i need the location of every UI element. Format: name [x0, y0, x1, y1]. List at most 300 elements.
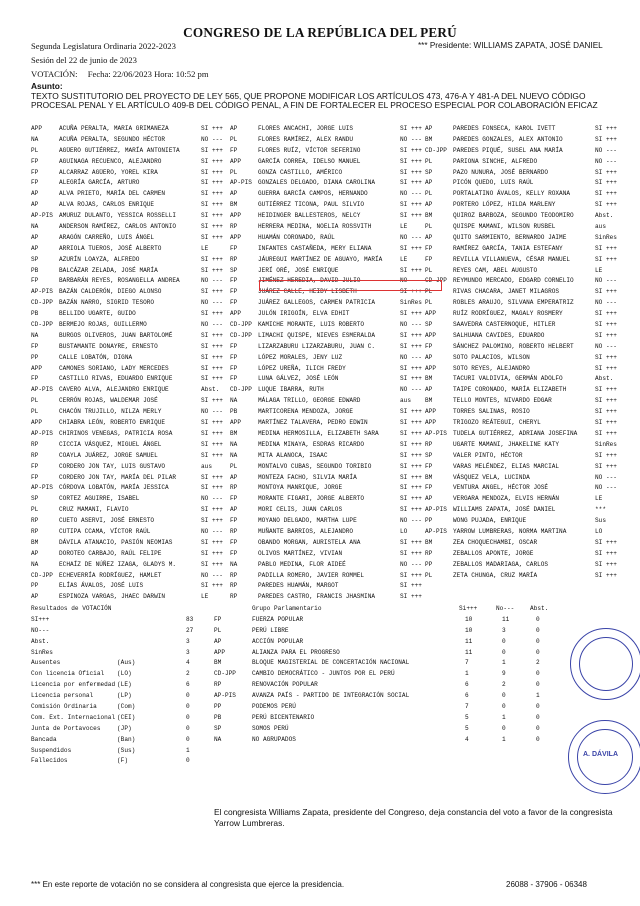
- group-name: CAMBIO DEMOCRÁTICO - JUNTOS POR EL PERÚ: [252, 670, 395, 678]
- vote-cell: [31, 385, 226, 396]
- party-code: PL: [230, 135, 238, 143]
- result-code: (Ban): [117, 735, 136, 743]
- vote-cell: [425, 440, 620, 451]
- vote-cell: [31, 549, 226, 560]
- result-code: (JP): [117, 724, 132, 732]
- party-code: FP: [230, 299, 238, 307]
- party-code: BM: [425, 538, 433, 546]
- result-label: Bancada: [31, 735, 57, 743]
- member-name: CUETO ASERVI, JOSÉ ERNESTO: [59, 517, 155, 525]
- vote-cell: [425, 516, 620, 527]
- member-name: PICÓN QUEDO, LUIS RAÚL: [453, 179, 534, 187]
- vote-value: NO ---: [595, 484, 617, 492]
- vote-value: SI +++: [201, 310, 223, 318]
- vote-value: SI +++: [201, 582, 223, 590]
- party-code: FP: [230, 342, 238, 350]
- vote-cell: [31, 233, 226, 244]
- result-label: Com. Ext. Internacional: [31, 713, 116, 721]
- party-code: APP: [31, 364, 42, 372]
- vote-cell: [425, 189, 620, 200]
- group-name: PERÚ LIBRE: [252, 626, 289, 634]
- party-code: CD-JPP: [230, 321, 252, 329]
- vote-value: SI +++: [201, 538, 223, 546]
- result-code: (LE): [117, 681, 132, 689]
- member-name: CORDERO JON TAY, MARÍA DEL PILAR: [59, 473, 177, 481]
- seal-signature-text: A. DÁVILA: [583, 751, 618, 758]
- vote-value: aus: [201, 462, 212, 470]
- vote-cell: [230, 571, 425, 582]
- vote-cell: [31, 342, 226, 353]
- results-heading: Resultados de VOTACIÓN: [31, 605, 112, 612]
- vote-cell: [31, 255, 226, 266]
- vote-value: SinRes: [595, 440, 617, 448]
- party-code: APP: [230, 310, 241, 318]
- group-name: PODEMOS PERÚ: [252, 703, 296, 711]
- member-name: CHIABRA LEÓN, ROBERTO ENRIQUE: [59, 419, 166, 427]
- group-abst: 0: [536, 724, 540, 732]
- legislatura-label: Segunda Legislatura Ordinaria 2022-2023: [31, 41, 176, 51]
- member-name: GARCÍA CORREA, IDELSO MANUEL: [258, 157, 361, 165]
- vote-cell: [425, 266, 620, 277]
- result-count: 3: [186, 648, 190, 656]
- party-code: AP: [31, 549, 39, 557]
- vote-cell: [31, 560, 226, 571]
- member-name: ZEA CHOQUECHAMBI, OSCAR: [453, 538, 538, 546]
- member-name: MUÑANTE BARRIOS, ALEJANDRO: [258, 527, 354, 535]
- vote-cell: [230, 385, 425, 396]
- vote-value: SI +++: [595, 244, 617, 252]
- vote-value: SI +++: [400, 593, 422, 601]
- vote-cell: [230, 549, 425, 560]
- member-name: REYMUNDO MERCADO, EDGARD CORNELIO: [453, 277, 574, 285]
- party-code: SP: [425, 451, 433, 459]
- vote-value: SI +++: [201, 473, 223, 481]
- vote-value: SI +++: [201, 375, 223, 383]
- party-code: AP: [425, 201, 433, 209]
- group-si: 7: [465, 659, 469, 667]
- vote-cell: [31, 505, 226, 516]
- party-code: PP: [31, 353, 39, 361]
- group-abst: 0: [536, 735, 540, 743]
- party-code: FP: [230, 288, 238, 296]
- vote-cell: [425, 146, 620, 157]
- member-name: BAZÁN NARRO, SIGRID TESORO: [59, 299, 155, 307]
- vote-value: SI +++: [400, 342, 422, 350]
- group-name: PERÚ BICENTENARIO: [252, 713, 315, 721]
- vote-cell: [230, 538, 425, 549]
- member-name: ALVA PRIETO, MARÍA DEL CARMEN: [59, 190, 166, 198]
- vote-cell: [425, 527, 620, 538]
- group-name: NO AGRUPADOS: [252, 735, 296, 743]
- vote-cell: [31, 287, 226, 298]
- vote-cell: [425, 320, 620, 331]
- group-si: 6: [465, 692, 469, 700]
- party-code: CD-JPP: [230, 386, 252, 394]
- vote-value: SI +++: [400, 419, 422, 427]
- vote-value: NO ---: [400, 386, 422, 394]
- vote-cell: [425, 157, 620, 168]
- party-code: BM: [425, 375, 433, 383]
- member-name: HEIDINGER BALLESTEROS, NELCY: [258, 212, 361, 220]
- member-name: JERÍ ORÉ, JOSÉ ENRIQUE: [258, 266, 339, 274]
- vote-value: SI +++: [400, 212, 422, 220]
- votacion-label: VOTACIÓN:: [31, 69, 78, 79]
- party-code: AP: [230, 473, 238, 481]
- asunto-label: Asunto:: [31, 81, 63, 91]
- member-name: MORI CELIS, JUAN CARLOS: [258, 506, 343, 514]
- member-name: BERMEJO ROJAS, GUILLERMO: [59, 321, 147, 329]
- vote-value: SI +++: [595, 408, 617, 416]
- vote-value: SI +++: [400, 582, 422, 590]
- party-code: AP: [31, 593, 39, 601]
- member-name: HERRERA MEDINA, NOELIA ROSSVITH: [258, 223, 372, 231]
- party-code: AP: [230, 190, 238, 198]
- member-name: PARIONA SINCHE, ALFREDO: [453, 157, 538, 165]
- vote-value: SI +++: [201, 125, 223, 132]
- party-code: AP: [31, 201, 39, 209]
- vote-cell: [425, 331, 620, 342]
- member-name: ARAGÓN CARREÑO, LUIS ÁNGEL: [59, 233, 155, 241]
- party-code: AP: [31, 233, 39, 241]
- group-si: 10: [465, 626, 473, 634]
- member-name: QUIROZ BARBOZA, SEGUNDO TEODOMIRO: [453, 212, 574, 220]
- member-name: MEDINA MINAYA, ESDRAS RICARDO: [258, 440, 365, 448]
- member-name: MITA ALANOCA, ISAAC: [258, 451, 328, 459]
- vote-cell: [230, 429, 425, 440]
- result-code: (CEI): [117, 713, 136, 721]
- vote-value: SI +++: [595, 135, 617, 143]
- vote-cell: [230, 473, 425, 484]
- signature-seal-stamp: [568, 720, 640, 794]
- vote-value: LE: [595, 495, 603, 503]
- vote-value: SinRes: [400, 299, 422, 307]
- vote-cell: [31, 124, 226, 135]
- group-si: 6: [465, 681, 469, 689]
- party-code: FP: [230, 549, 238, 557]
- group-si: 1: [465, 670, 469, 678]
- vote-value: SI +++: [400, 168, 422, 176]
- party-code: RP: [230, 582, 238, 590]
- vote-cell: [230, 581, 425, 592]
- vote-value: NO ---: [400, 560, 422, 568]
- member-name: SOTO REYES, ALEJANDRO: [453, 364, 530, 372]
- result-label: Fallecidos: [31, 757, 68, 765]
- vote-cell: [230, 189, 425, 200]
- vote-value: NO ---: [595, 277, 617, 285]
- group-abst: 2: [536, 659, 540, 667]
- vote-value: SI +++: [400, 331, 422, 339]
- member-name: TORRES SALINAS, ROSIO: [453, 408, 530, 416]
- vote-cell: [230, 516, 425, 527]
- vote-cell: [230, 560, 425, 571]
- vote-cell: [230, 483, 425, 494]
- member-name: JIMÉNEZ HEREDIA, DAVID JULIO: [258, 277, 361, 285]
- result-count: 0: [186, 703, 190, 711]
- vote-value: SI +++: [201, 233, 223, 241]
- member-name: PAREDES HUAMÁN, MARGOT: [258, 582, 339, 590]
- party-code: FP: [230, 277, 238, 285]
- vote-cell: [230, 331, 425, 342]
- vote-value: SI +++: [201, 288, 223, 296]
- vote-cell: [425, 135, 620, 146]
- vote-value: SI +++: [201, 179, 223, 187]
- party-code: RP: [425, 549, 433, 557]
- vote-value: SI +++: [201, 364, 223, 372]
- groups-col-si: Si+++: [459, 605, 478, 612]
- vote-cell: [425, 451, 620, 462]
- vote-value: SI +++: [400, 179, 422, 187]
- result-label: Licencia por enfermedad: [31, 681, 116, 689]
- party-code: FP: [425, 255, 433, 263]
- member-name: RAMÍREZ GARCÍA, TANIA ESTEFANY: [453, 244, 563, 252]
- party-code: APP: [425, 331, 436, 339]
- member-name: TUDELA GUTIÉRREZ, ADRIANA JOSEFINA: [453, 429, 578, 437]
- vote-value: SI +++: [201, 255, 223, 263]
- member-name: TRIGOZO REÁTEGUI, CHERYL: [453, 419, 541, 427]
- vote-cell: [31, 407, 226, 418]
- vote-value: NO ---: [201, 408, 223, 416]
- vote-value: SI +++: [201, 506, 223, 514]
- group-name: SOMOS PERÚ: [252, 724, 289, 732]
- party-code: NA: [230, 560, 238, 568]
- member-name: CORDERO JON TAY, LUIS GUSTAVO: [59, 462, 166, 470]
- vote-cell: [425, 549, 620, 560]
- result-code: (Sus): [117, 746, 136, 754]
- member-name: REVILLA VILLANUEVA, CÉSAR MANUEL: [453, 255, 571, 263]
- result-count: 27: [186, 626, 194, 634]
- member-name: ELÍAS ÁVALOS, JOSÉ LUIS: [59, 582, 144, 590]
- vote-value: aus: [400, 397, 411, 405]
- result-count: 0: [186, 757, 190, 765]
- member-name: CRUZ MAMANI, FLAVIO: [59, 506, 129, 514]
- member-name: VERGARA MENDOZA, ELVIS HERNÁN: [453, 495, 560, 503]
- party-code: NA: [230, 451, 238, 459]
- vote-cell: [31, 440, 226, 451]
- party-code: AP-PIS: [425, 527, 447, 535]
- party-code: PL: [425, 157, 433, 165]
- group-code: FP: [214, 615, 222, 623]
- vote-value: SI +++: [400, 408, 422, 416]
- party-code: CD-JPP: [31, 299, 53, 307]
- vote-value: SI +++: [595, 321, 617, 329]
- vote-value: SI +++: [201, 397, 223, 405]
- vote-value: SI +++: [595, 429, 617, 437]
- group-si: 7: [465, 703, 469, 711]
- vote-value: NO ---: [201, 299, 223, 307]
- vote-cell: [31, 298, 226, 309]
- party-code: AP: [230, 506, 238, 514]
- group-code: SP: [214, 724, 222, 732]
- vote-value: SI +++: [595, 179, 617, 187]
- member-name: COAYLA JUÁREZ, JORGE SAMUEL: [59, 451, 158, 459]
- vote-value: NO ---: [595, 473, 617, 481]
- vote-cell: [31, 320, 226, 331]
- result-count: 6: [186, 681, 190, 689]
- member-name: ZETA CHUNGA, CRUZ MARÍA: [453, 571, 538, 579]
- vote-value: SI +++: [595, 397, 617, 405]
- vote-cell: [230, 146, 425, 157]
- vote-value: SI +++: [595, 310, 617, 318]
- member-name: LÓPEZ MORALES, JENY LUZ: [258, 353, 343, 361]
- party-code: NA: [230, 440, 238, 448]
- party-code: AP-PIS: [31, 212, 53, 220]
- member-name: MONTOYA MANRIQUE, JORGE: [258, 484, 343, 492]
- party-code: RP: [31, 440, 39, 448]
- group-code: PL: [214, 626, 222, 634]
- member-name: GUERRA GARCÍA CAMPOS, HERNANDO: [258, 190, 368, 198]
- vote-cell: [230, 505, 425, 516]
- vote-cell: [31, 473, 226, 484]
- party-code: AP: [425, 495, 433, 503]
- group-si: 11: [465, 637, 473, 645]
- member-name: BAZÁN CALDERÓN, DIEGO ALONSO: [59, 288, 162, 296]
- vote-cell: [31, 494, 226, 505]
- group-name: RENOVACIÓN POPULAR: [252, 681, 318, 689]
- result-code: (LO): [117, 670, 132, 678]
- group-code: AP: [214, 637, 222, 645]
- vote-value: SI +++: [201, 419, 223, 427]
- result-label: Ausentes: [31, 659, 61, 667]
- member-name: MEDINA HERMOSILLA, ELIZABETH SARA: [258, 429, 379, 437]
- party-code: SP: [31, 255, 39, 263]
- group-no: 1: [502, 735, 506, 743]
- party-code: RP: [230, 571, 238, 579]
- party-code: RP: [230, 484, 238, 492]
- vote-value: NO ---: [201, 571, 223, 579]
- party-code: NA: [31, 560, 39, 568]
- party-code: PP: [425, 560, 433, 568]
- vote-value: SI +++: [400, 484, 422, 492]
- vote-cell: [425, 124, 620, 135]
- vote-value: NO ---: [400, 277, 422, 285]
- party-code: FP: [31, 277, 39, 285]
- party-code: APP: [31, 419, 42, 427]
- result-count: 83: [186, 615, 194, 623]
- result-count: 4: [186, 659, 190, 667]
- party-code: FP: [230, 244, 238, 252]
- member-name: ACUÑA PERALTA, MARIA GRIMANEZA: [59, 125, 169, 132]
- result-code: (Aus): [117, 659, 136, 667]
- result-count: 1: [186, 746, 190, 754]
- vote-cell: [425, 374, 620, 385]
- vote-value: SinRes: [595, 233, 617, 241]
- party-code: RP: [31, 517, 39, 525]
- vote-value: NO ---: [400, 190, 422, 198]
- member-name: CALLE LOBATÓN, DIGNA: [59, 353, 133, 361]
- member-name: MOYANO DELGADO, MARTHA LUPE: [258, 517, 357, 525]
- vote-cell: [31, 222, 226, 233]
- vote-value: SI +++: [595, 201, 617, 209]
- member-name: LUQUE IBARRA, RUTH: [258, 386, 324, 394]
- party-code: PL: [230, 462, 238, 470]
- group-code: PP: [214, 703, 222, 711]
- member-name: REYES CAM, ABEL AUGUSTO: [453, 266, 538, 274]
- member-name: AGUINAGA RECUENCO, ALEJANDRO: [59, 157, 162, 165]
- member-name: ALVA ROJAS, CARLOS ENRIQUE: [59, 201, 155, 209]
- member-name: BELLIDO UGARTE, GUIDO: [59, 310, 136, 318]
- result-label: Suspendidos: [31, 746, 72, 754]
- vote-value: SI +++: [400, 440, 422, 448]
- vote-cell: [230, 309, 425, 320]
- party-code: SP: [425, 321, 433, 329]
- party-code: APP: [230, 419, 241, 427]
- vote-cell: [425, 244, 620, 255]
- vote-cell: [230, 462, 425, 473]
- member-name: PAREDES PIQUÉ, SUSEL ANA MARÍA: [453, 146, 563, 154]
- group-si: 5: [465, 724, 469, 732]
- party-code: APP: [31, 125, 42, 132]
- member-name: ARRIOLA TUEROS, JOSÉ ALBERTO: [59, 244, 162, 252]
- result-label: SI+++: [31, 615, 50, 623]
- vote-cell: [230, 364, 425, 375]
- vote-value: LE: [595, 266, 603, 274]
- vote-value: Sus: [595, 517, 606, 525]
- group-si: 11: [465, 648, 473, 656]
- vote-value: SI +++: [201, 517, 223, 525]
- party-code: FP: [31, 462, 39, 470]
- group-no: 1: [502, 659, 506, 667]
- vote-value: NO ---: [201, 277, 223, 285]
- party-code: CD-JPP: [31, 321, 53, 329]
- party-code: AP: [31, 190, 39, 198]
- group-code: APP: [214, 648, 225, 656]
- vote-cell: [31, 462, 226, 473]
- vote-value: Abst.: [595, 375, 614, 383]
- vote-value: SI +++: [400, 429, 422, 437]
- vote-cell: [230, 374, 425, 385]
- group-abst: 0: [536, 626, 540, 634]
- sesion-label: Sesión del 22 de junio de 2023: [31, 55, 137, 65]
- member-name: UGARTE MAMANI, JHAKELINE KATY: [453, 440, 560, 448]
- vote-cell: [31, 189, 226, 200]
- party-code: PL: [230, 168, 238, 176]
- member-name: AZURÍN LOAYZA, ALFREDO: [59, 255, 140, 263]
- group-no: 11: [502, 615, 510, 623]
- vote-cell: [31, 146, 226, 157]
- group-code: NA: [214, 735, 222, 743]
- member-name: GUTIÉRREZ TICONA, PAUL SILVIO: [258, 201, 365, 209]
- seal-inner-ring: [579, 637, 633, 691]
- vote-cell: [31, 418, 226, 429]
- vote-value: SI +++: [400, 201, 422, 209]
- group-abst: 0: [536, 703, 540, 711]
- vote-cell: [425, 276, 620, 287]
- party-code: PL: [425, 266, 433, 274]
- member-name: OBANDO MORGAN, AURISTELA ANA: [258, 538, 361, 546]
- group-abst: 0: [536, 615, 540, 623]
- vote-value: SI +++: [595, 190, 617, 198]
- vote-value: LE: [400, 255, 408, 263]
- vote-cell: [230, 320, 425, 331]
- party-code: PL: [425, 288, 433, 296]
- member-name: VENTURA ANGEL, HÉCTOR JOSÉ: [453, 484, 549, 492]
- vote-cell: [31, 135, 226, 146]
- party-code: FP: [31, 157, 39, 165]
- vote-cell: [425, 429, 620, 440]
- groups-col-no: No---: [496, 605, 515, 612]
- vote-cell: [31, 396, 226, 407]
- vote-value: NO ---: [595, 342, 617, 350]
- party-code: AP: [425, 179, 433, 187]
- vote-cell: [425, 342, 620, 353]
- member-name: CUTIPA CCAMA, VÍCTOR RAÚL: [59, 527, 151, 535]
- vote-value: SI +++: [400, 506, 422, 514]
- party-code: PL: [425, 299, 433, 307]
- vote-value: SI +++: [595, 125, 617, 132]
- group-abst: 0: [536, 637, 540, 645]
- party-code: FP: [230, 495, 238, 503]
- vote-cell: [31, 244, 226, 255]
